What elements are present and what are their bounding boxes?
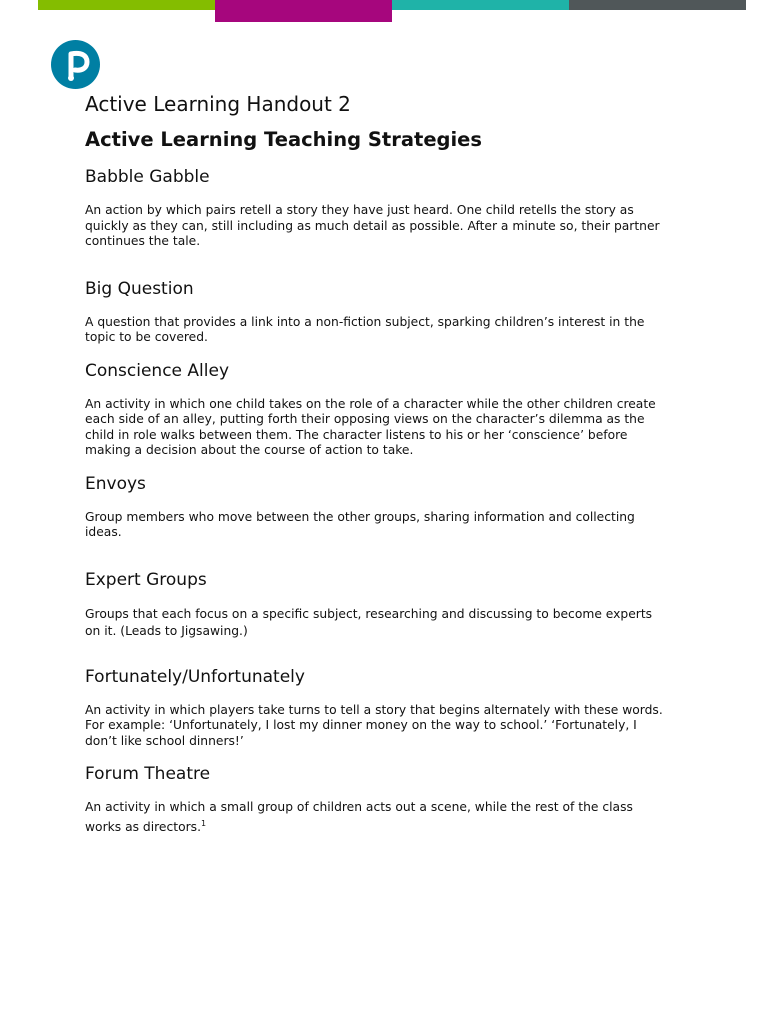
entry-babble-gabble: [85, 166, 665, 250]
entry-envoys: [85, 473, 665, 541]
entry-term: Forum Theatre: [85, 764, 211, 784]
entry-fortunately-unfortunately: [85, 666, 665, 750]
top-color-bar: [38, 0, 746, 10]
entry-expert-groups: [85, 569, 665, 640]
color-bar-teal: [392, 0, 569, 10]
entry-term: Expert Groups: [85, 569, 207, 590]
entry-definition: Group members who move between the other groups, sharing information and collecting ideas.: [85, 509, 635, 539]
entry-term: Envoys: [85, 473, 146, 494]
color-bar-gray: [569, 0, 746, 10]
entry-term: Big Question: [85, 278, 194, 299]
handout-title: Active Learning Handout 2: [85, 92, 351, 116]
color-bar-green: [38, 0, 215, 10]
entry-forum-theatre: [85, 763, 665, 835]
entry-definition: An action by which pairs retell a story they have just heard. One child retells the story as quickly as they can, still including as much detail as possible. After a minute so, their partner continues the tale.: [85, 203, 660, 248]
entry-definition: A question that provides a link into a non-fiction subject, sparking children’s interest in the topic to be covered.: [85, 314, 645, 344]
entry-definition-wrap: [85, 800, 665, 835]
entry-term: Conscience Alley: [85, 360, 230, 381]
entry-definition: An activity in which players take turns to tell a story that begins alternately with these words. For example: ‘Unfortunately, I lost my dinner money on the way to school.’ ‘Fortunately, I don’t like school dinners!’: [85, 702, 663, 748]
footnote-marker: 1: [200, 818, 207, 828]
entry-conscience-alley: [85, 360, 665, 459]
entry-big-question: [85, 278, 665, 346]
entry-term: Fortunately/Unfortunately: [85, 666, 305, 687]
entry-definition: An activity in which a small group of children acts out a scene, while the rest of the class works as directors.: [85, 800, 633, 834]
color-bar-magenta: [215, 0, 392, 22]
pearson-logo-icon: [51, 40, 100, 89]
entry-term: Babble Gabble: [85, 167, 210, 187]
page-title: Active Learning Teaching Strategies: [85, 128, 483, 151]
entry-definition: Groups that each focus on a specific subject, researching and discussing to become experts on it. (Leads to Jigsawing.): [85, 606, 653, 638]
entry-definition: An activity in which one child takes on the role of a character while the other children create each side of an alley, putting forth their opposing views on the character’s dilemma as the child in role walks between them. The character listens to his or her ‘conscience’ before making a decision about the course of action to take.: [85, 396, 656, 457]
document-body: [85, 91, 665, 835]
